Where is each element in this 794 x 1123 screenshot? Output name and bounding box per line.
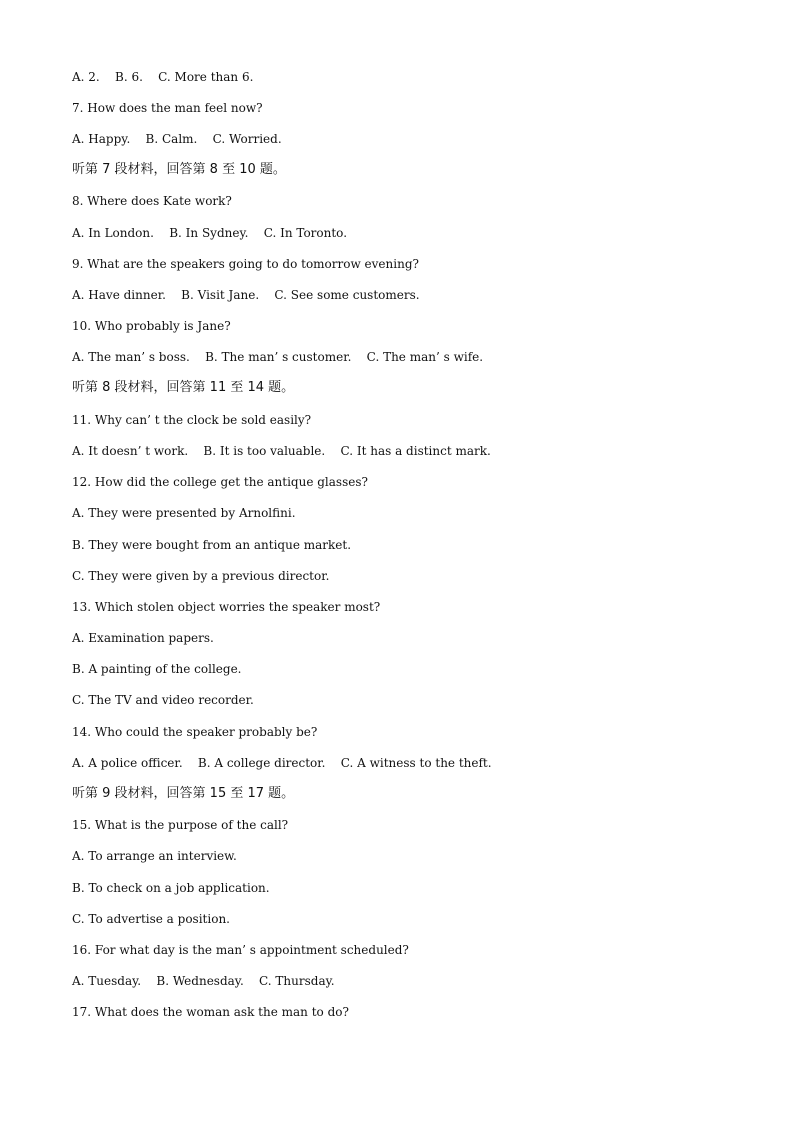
- text-line: 7. How does the man feel now?: [72, 101, 263, 115]
- text-line: A. A police officer. B. A college director. C. A witness to the theft.: [72, 756, 492, 770]
- text-line: A. In London. B. In Sydney. C. In Toronto.: [72, 226, 348, 240]
- text-line: C. They were given by a previous director.: [72, 569, 330, 583]
- text-line: A. Happy. B. Calm. C. Worried.: [72, 132, 282, 146]
- text-line: 11. Why can’ t the clock be sold easily?: [72, 413, 312, 427]
- text-line: A. Tuesday. B. Wednesday. C. Thursday.: [72, 974, 335, 988]
- text-line: B. A painting of the college.: [72, 662, 242, 676]
- text-line: A. 2. B. 6. C. More than 6.: [72, 70, 254, 84]
- text-line: 17. What does the woman ask the man to do?: [72, 1005, 349, 1019]
- text-line: B. They were bought from an antique market.: [72, 538, 352, 552]
- text-line: 14. Who could the speaker probably be?: [72, 725, 318, 739]
- text-line: 12. How did the college get the antique glasses?: [72, 475, 368, 489]
- text-line: 13. Which stolen object worries the speaker most?: [72, 600, 381, 614]
- text-line: B. To check on a job application.: [72, 881, 270, 895]
- text-line: 9. What are the speakers going to do tomorrow evening?: [72, 257, 419, 271]
- text-line: A. It doesn’ t work. B. It is too valuable. C. It has a distinct mark.: [72, 444, 491, 458]
- text-line: C. The TV and video recorder.: [72, 693, 254, 707]
- text-line: 16. For what day is the man’ s appointment scheduled?: [72, 943, 409, 957]
- text-line: A. Have dinner. B. Visit Jane. C. See some customers.: [72, 288, 420, 302]
- text-line: A. They were presented by Arnolfini.: [72, 506, 296, 520]
- text-line: A. To arrange an interview.: [72, 849, 237, 863]
- section-heading: 听第 9 段材料，回答第 15 至 17 题。: [72, 786, 295, 801]
- text-line: 10. Who probably is Jane?: [72, 319, 231, 333]
- text-line: 8. Where does Kate work?: [72, 194, 232, 208]
- text-line: A. The man’ s boss. B. The man’ s customer. C. The man’ s wife.: [72, 350, 484, 364]
- section-heading: 听第 8 段材料，回答第 11 至 14 题。: [72, 380, 295, 395]
- section-heading: 听第 7 段材料，回答第 8 至 10 题。: [72, 162, 286, 177]
- text-line: 15. What is the purpose of the call?: [72, 818, 289, 832]
- text-line: C. To advertise a position.: [72, 912, 230, 926]
- text-line: A. Examination papers.: [72, 631, 214, 645]
